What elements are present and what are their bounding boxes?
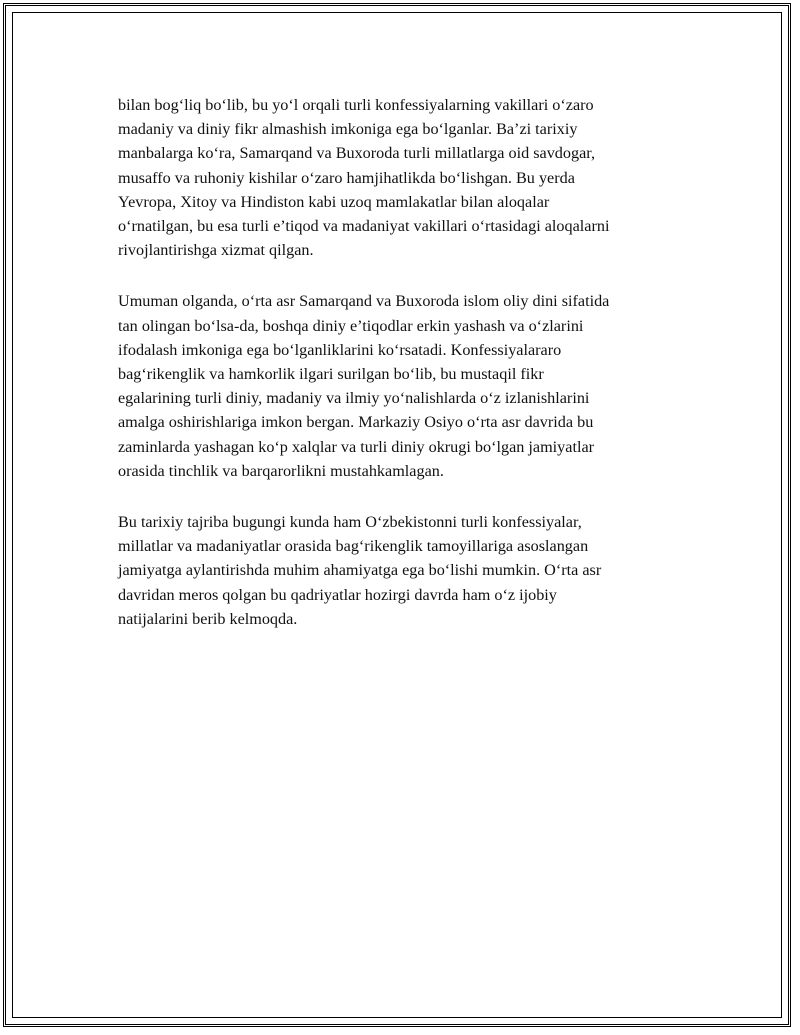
text-line: natijalarini berib kelmoqda. xyxy=(118,609,298,628)
paragraph-2 xyxy=(118,289,690,483)
text-line: millatlar va madaniyatlar orasida bag‘rikenglik tamoyillariga asoslangan xyxy=(118,537,589,556)
text-line: orasida tinchlik va barqarorlikni mustahkamlagan. xyxy=(118,461,444,480)
text-line: egalarining turli diniy, madaniy va ilmiy yo‘nalishlarda o‘z izlanishlarini xyxy=(118,389,590,408)
text-line: o‘rnatilgan, bu esa turli e’tiqod va madaniyat vakillari o‘rtasidagi aloqalarni xyxy=(118,217,610,236)
text-line: Umuman olganda, o‘rta asr Samarqand va Buxoroda islom oliy dini sifatida xyxy=(118,292,610,311)
paragraph-1 xyxy=(118,93,690,262)
text-line: Yevropa, Xitoy va Hindiston kabi uzoq mamlakatlar bilan aloqalar xyxy=(118,192,550,211)
text-line: davridan meros qolgan bu qadriyatlar hozirgi davrda ham o‘z ijobiy xyxy=(118,585,557,604)
text-line: Bu tarixiy tajriba bugungi kunda ham O‘zbekistonni turli konfessiyalar, xyxy=(118,513,582,532)
paragraph-3 xyxy=(118,510,690,631)
text-line: bag‘rikenglik va hamkorlik ilgari surilgan bo‘lib, bu mustaqil fikr xyxy=(118,365,544,384)
text-line: zaminlarda yashagan ko‘p xalqlar va turli diniy okrugi bo‘lgan jamiyatlar xyxy=(118,437,595,456)
text-line: bilan bog‘liq bo‘lib, bu yo‘l orqali turli konfessiyalarning vakillari o‘zaro xyxy=(118,96,594,114)
text-line: manbalarga ko‘ra, Samarqand va Buxoroda turli millatlarga oid savdogar, xyxy=(118,144,596,163)
document-body xyxy=(118,93,690,658)
text-line: rivojlantirishga xizmat qilgan. xyxy=(118,241,314,260)
text-line: amalga oshirishlariga imkon bergan. Markaziy Osiyo o‘rta asr davrida bu xyxy=(118,413,594,432)
text-line: musaffo va ruhoniy kishilar o‘zaro hamjihatlikda bo‘lishgan. Bu yerda xyxy=(118,168,575,187)
text-line: tan olingan bo‘lsa-da, boshqa diniy e’tiqodlar erkin yashash va o‘zlarini xyxy=(118,316,584,335)
text-line: jamiyatga aylantirishda muhim ahamiyatga ega bo‘lishi mumkin. O‘rta asr xyxy=(118,561,602,580)
text-line: madaniy va diniy fikr almashish imkoniga ega bo‘lganlar. Ba’zi tarixiy xyxy=(118,120,578,139)
text-line: ifodalash imkoniga ega bo‘lganliklarini ko‘rsatadi. Konfessiyalararo xyxy=(118,340,562,359)
